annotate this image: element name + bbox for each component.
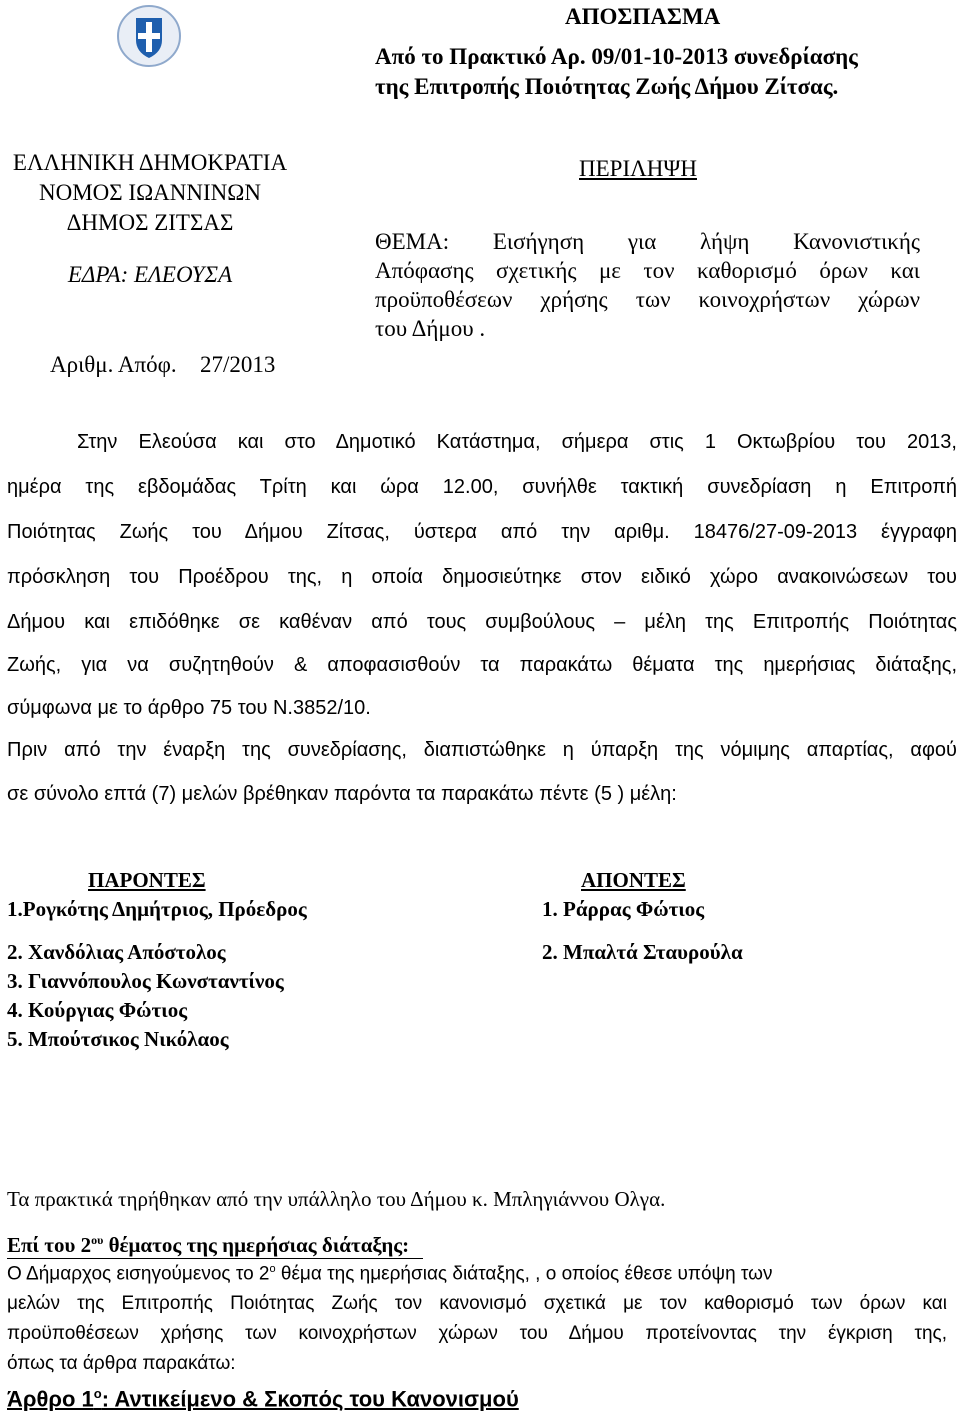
- body-paragraph1-line4: πρόσκληση του Προέδρου της, η οποία δημοσιεύτηκε στον ειδικό χώρο ανακοινώσεων του: [7, 566, 957, 588]
- present-member-2: 2. Χανδόλιας Απόστολος: [7, 940, 226, 964]
- body-paragraph1-line7: σύμφωνα με το άρθρο 75 του Ν.3852/10.: [7, 697, 371, 719]
- prefecture-name: ΝΟΜΟΣ ΙΩΑΝΝΙΝΩΝ: [39, 180, 261, 205]
- minutes-reference-line1: Από το Πρακτικό Αρ. 09/01-10-2013 συνεδρίασης: [375, 44, 858, 69]
- absent-member-2: 2. Μπαλτά Σταυρούλα: [542, 940, 743, 964]
- absent-member-1: 1. Ράρρας Φώτιος: [542, 897, 705, 921]
- decision-number-label: Αριθμ. Απόφ.: [50, 352, 177, 377]
- body-paragraph2-line1: Πριν από την έναρξη της συνεδρίασης, διαπιστώθηκε η ύπαρξη της νόμιμης απαρτίας, αφού: [7, 739, 957, 761]
- body-paragraph2-line2: σε σύνολο επτά (7) μελών βρέθηκαν παρόντα τα παρακάτω πέντε (5 ) μέλη:: [7, 783, 677, 805]
- doc-type-title: ΑΠΟΣΠΑΣΜΑ: [565, 4, 721, 29]
- present-member-4: 4. Κούργιας Φώτιος: [7, 998, 188, 1022]
- seat-name: ΕΔΡΑ: ΕΛΕΟΥΣΑ: [67, 262, 233, 287]
- minutes-keeper-note: Τα πρακτικά τηρήθηκαν από την υπάλληλο του Δήμου κ. Μπληγιάννου Ολγα.: [7, 1187, 666, 1211]
- article-heading: Άρθρο $1^o$: Αντικείμενο & Σκοπός του Κανονισμού: [7, 1386, 519, 1412]
- present-member-3: 3. Γιαννόπουλος Κωνσταντίνος: [7, 969, 284, 993]
- subject-line-4: του Δήμου .: [375, 316, 486, 341]
- minutes-reference-line2: της Επιτροπής Ποιότητας Ζωής Δήμου Ζίτσας.: [375, 74, 839, 99]
- country-name: ΕΛΛΗΝΙΚΗ ΔΗΜΟΚΡΑΤΙΑ: [12, 150, 288, 175]
- subject-line-2: Απόφασης σχετικής με τον καθορισμό όρων και: [375, 258, 920, 283]
- present-member-1: 1.Ρογκότης Δημήτριος, Πρόεδρος: [7, 897, 307, 921]
- decision-number: 27/2013: [200, 352, 276, 377]
- topic-heading: Επί του $2^{o\upsilon}$ θέματος της ημερήσιας διάταξης:: [7, 1227, 423, 1259]
- absent-heading: ΑΠΟΝΤΕΣ: [581, 868, 686, 892]
- intro-line-2: μελών της Επιτροπής Ποιότητας Ζωής τον κανονισμό σχετικά με τον καθορισμό των όρων και: [7, 1293, 947, 1314]
- body-paragraph1-line3: Ποιότητας Ζωής του Δήμου Ζίτσας, ύστερα από την αριθμ. 18476/27-09-2013 έγγραφη: [7, 521, 957, 543]
- intro-line-1: Ο Δήμαρχος εισηγούμενος το $2^o$ θέμα της ημερήσιας διάταξης, , ο οποίος έθεσε υπόψη των: [7, 1263, 773, 1285]
- subject-line-3: προϋποθέσεων χρήσης των κοινοχρήστων χώρων: [375, 287, 920, 312]
- body-paragraph1-line6: Ζωής, για να συζητηθούν & αποφασισθούν τα παρακάτω θέματα της ημερήσιας διάταξης,: [7, 654, 957, 676]
- body-paragraph1-line1: Στην Ελεούσα και στο Δημοτικό Κατάστημα, σήμερα στις 1 Οκτωβρίου του 2013,: [77, 431, 957, 453]
- present-member-5: 5. Μπούτσικος Νικόλαος: [7, 1027, 229, 1051]
- body-paragraph1-line2: ημέρα της εβδομάδας Τρίτη και ώρα 12.00, συνήλθε τακτική συνεδρίαση η Επιτροπή: [7, 476, 957, 498]
- subject-line-1: ΘΕΜΑ: Εισήγηση για λήψη Κανονιστικής: [375, 229, 920, 254]
- summary-heading: ΠΕΡΙΛΗΨΗ: [579, 156, 697, 181]
- municipality-name: ΔΗΜΟΣ ΖΙΤΣΑΣ: [66, 210, 234, 235]
- intro-line-3: προϋποθέσεων χρήσης των κοινοχρήστων χώρων του Δήμου προτείνοντας την έγκριση της,: [7, 1323, 947, 1344]
- present-heading: ΠΑΡΟΝΤΕΣ: [88, 868, 206, 892]
- greek-republic-emblem: [116, 4, 182, 68]
- body-paragraph1-line5: Δήμου και επιδόθηκε σε καθέναν από τους συμβούλους – μέλη της Επιτροπής Ποιότητας: [7, 611, 957, 633]
- intro-line-4: όπως τα άρθρα παρακάτω:: [7, 1353, 236, 1374]
